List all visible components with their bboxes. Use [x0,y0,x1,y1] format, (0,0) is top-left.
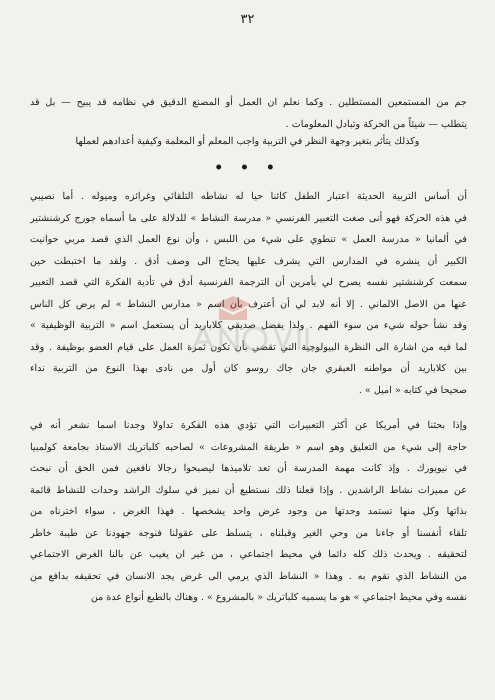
paragraph-line: يتطلب — شيئاً من الحركة وتبادل المعلومات . [285,118,467,130]
paragraph-line: لما فيه من اشارة الى النظرة البيولوجية التي تقضي بأن تكون ثمرة العمل على قيام العضو بوظيفة . وقد [30,341,467,353]
paragraph-line: بذاتها وكل منها تستمد وحدتها من وجود غرض واحد يشخصها . فهذا الغرض ، سواء اخترناه من [30,506,467,517]
paragraph-line: جم من المستمعين المستطلين . وكما نعلم ان العمل أو المصنع الدقيق في نظامه قد يبيح — بل قد [30,97,467,108]
paragraph-line: وإذا بحثنا في أمريكا عن أكثر التعبيرات التي تؤدي هذه الفكرة تداولا وجدنا اسما نشعر أنه في [30,420,467,431]
paragraph-line: تلقاء أنفسنا أو جاءنا من وحي الغير وقبلناه ، يتسلط على عقولنا فنوجه جهودنا عن طيبة خاطر [30,527,467,539]
paragraph-line: لتحقيقه . ويحدث ذلك كله دائما في محيط اجتماعي ، من غير ان يغيب عن بالنا الغرض الاجتماعي [30,549,467,560]
paragraph-line: في نيويورك . وإذ كانت مهمة المدرسة أن تعد تلاميذها ليصبحوا رجالا نافعين فمن الحق أن نبحث [30,463,467,474]
paragraph-line: حاجة إلى شيء من التعليق وهو اسم « طريقة المشروعات » لصاحبه كلباتريك الاستاذ بجامعة كولمبيا [30,441,467,453]
paragraph-line: بين كلاباريد أن مواطنه العبقري جان جاك روسو كان أول من نادى بهذا النوع من التربية نداء [30,363,467,374]
paragraph-one [30,186,467,401]
paragraph-two [30,415,467,609]
paragraph-line: عن مميزات نشاط الراشدين . وإذا فعلنا ذلك نستطيع أن نميز في سلوك الراشد وحدات للنشاط قائمة [30,484,467,496]
paragraph-line: صحيحا في كتابه « اميل » . [358,384,467,396]
paragraph-line: في هذه الحركة فهو أنى صغت التعبير الفرنسي « مدرسة النشاط » للدلالة على ما أسماه جورج كرشنشتير [30,212,467,224]
paragraph-line: الكبير أن ينشره في المدارس التي يشرف عليها يحتاج الى وصف أدق . ولقد ما اختبطت حين [30,255,467,267]
paragraph-line: نفسه وفي محيط اجتماعي » هو ما يسميه كلباتريك « بالمشروع » . وهناك بالطبع أنواع عدة من [90,592,467,603]
paragraph-line: في ألمانيا « مدرسة العمل » تنطوي على شيء من اللبس ، وأن نوع العمل الذي قصد مربي حوانيت [30,234,467,245]
paragraph-line: عنها من الاصل الالماني . إلا أنه لابد لي أن أعترف بأن اسم « مدارس النشاط » لم يرض كل الناس [30,298,467,310]
paragraph-line: سمعت كرشنشتير نفسه يصرح لي بأمرين أن الترجمة الفرنسية أدق في تأدية الفكرة التي قصد التعبير [30,277,467,288]
page-number: ٣٢ [240,12,255,27]
paragraph-line: أن أساس التربية الحديثة اعتبار الطفل كائنا حيا له نشاطه التلقائي وغرائزه وميوله . أما نصيبي [30,191,467,202]
paragraph-line: من النشاط الذي نقوم به . وهذا « النشاط الذي يرمي الى غرض يجد الانسان في تحقيقه بدافع من [30,570,467,582]
paragraph-line: وقد نشأ حوله شيء من سوء الفهم . ولذا يفضل صديقي كلاباريد أن يستعمل اسم « التربية الوظيفية » [30,320,467,331]
section-subtitle: وكذلك يتأثر بتغير وجهة النظر في التربية واجب المعلم أو المعلمة وكيفية أعدادهم لعملها [75,136,420,147]
section-separator: • • • [214,160,281,176]
top-paragraph [30,92,467,135]
